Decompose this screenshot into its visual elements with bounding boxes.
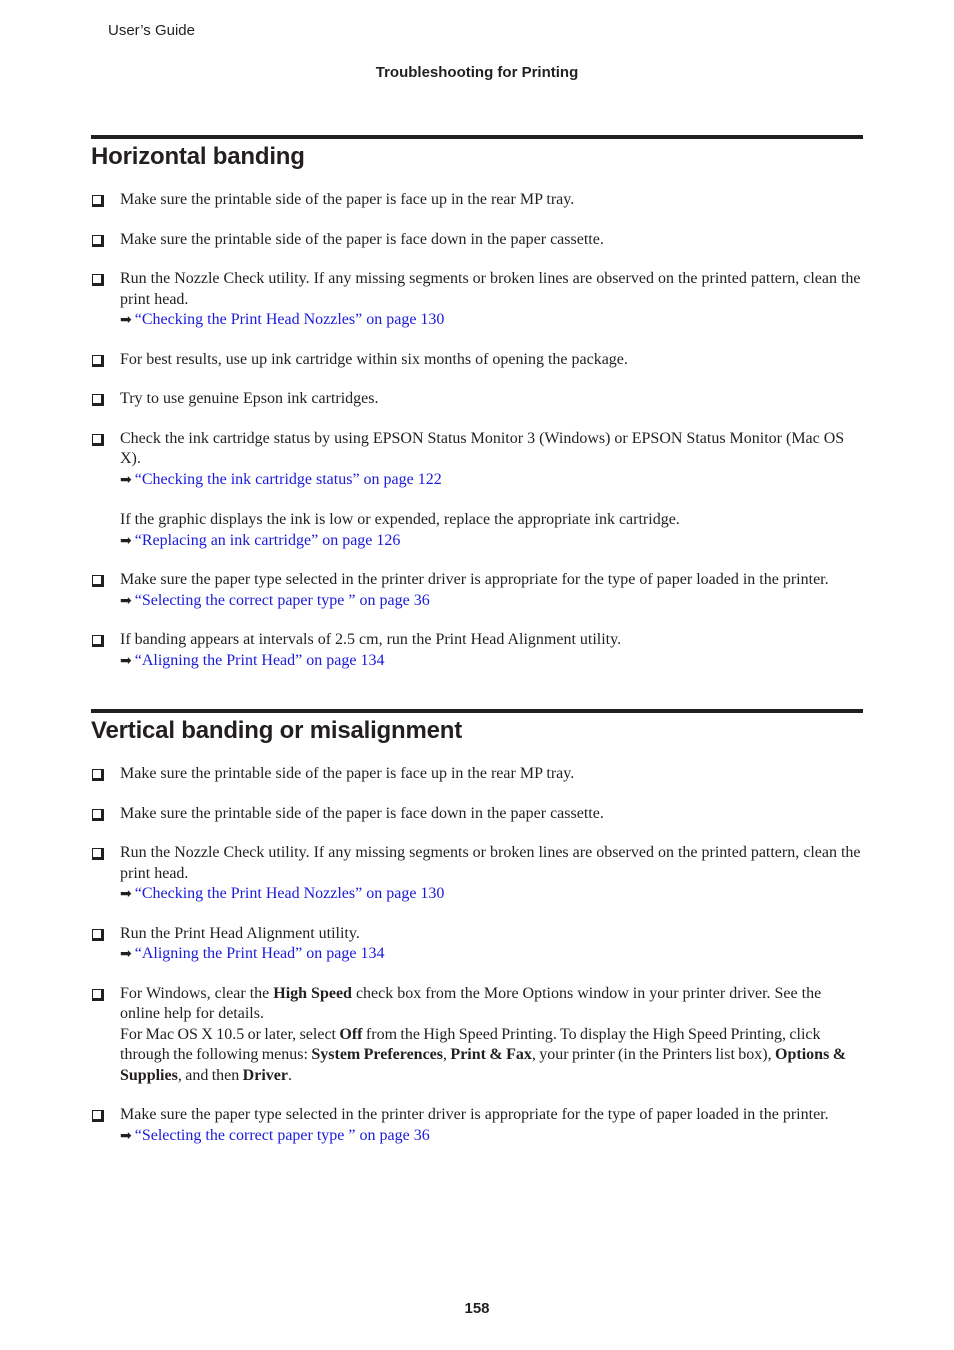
item-text: For best results, use up ink cartridge within six months of opening the package. bbox=[120, 350, 628, 368]
item-text: Run the Nozzle Check utility. If any missing segments or broken lines are observed on the printed pattern, clean the print head. bbox=[120, 844, 861, 882]
item-text bbox=[120, 984, 863, 1025]
ui-term: Print & Fax bbox=[450, 1046, 532, 1063]
text-run: . bbox=[287, 1066, 292, 1084]
item-text: Run the Nozzle Check utility. If any missing segments or broken lines are observed on the printed pattern, clean the print head. bbox=[120, 270, 861, 308]
checkbox-bullet-icon bbox=[92, 434, 104, 446]
text-run: from the High Speed Printing. To display the High Speed Printing, click through the following menus: bbox=[120, 1025, 821, 1063]
section-vertical-banding bbox=[91, 709, 863, 746]
right-arrow-icon: ➡ bbox=[120, 532, 132, 549]
item-text: Make sure the printable side of the paper is face down in the paper cassette. bbox=[120, 804, 604, 822]
checkbox-bullet-icon bbox=[92, 274, 104, 286]
ui-term: Options & Supplies bbox=[120, 1046, 847, 1084]
text-run: , and then bbox=[177, 1066, 243, 1084]
right-arrow-icon: ➡ bbox=[120, 471, 132, 488]
item-text: If the graphic displays the ink is low or expended, replace the appropriate ink cartridge. bbox=[120, 511, 680, 528]
chapter-title: Troubleshooting for Printing bbox=[375, 64, 579, 81]
list-item bbox=[91, 429, 863, 552]
item-text bbox=[120, 1025, 863, 1087]
list-item bbox=[91, 984, 863, 1087]
item-text: Make sure the printable side of the paper is face up in the rear MP tray. bbox=[120, 765, 575, 782]
section-rule bbox=[91, 135, 863, 139]
ui-term: Off bbox=[339, 1025, 363, 1043]
cross-reference-link[interactable]: “Aligning the Print Head” on page 134 bbox=[134, 945, 385, 962]
list-item bbox=[91, 764, 863, 785]
item-text: If banding appears at intervals of 2.5 cm, run the Print Head Alignment utility. bbox=[120, 631, 622, 648]
item-text: Make sure the printable side of the paper is face down in the paper cassette. bbox=[120, 230, 604, 248]
list-item bbox=[91, 389, 863, 410]
horizontal-banding-list bbox=[91, 190, 863, 690]
checkbox-bullet-icon bbox=[92, 355, 104, 367]
cross-reference-link[interactable]: “Replacing an ink cartridge” on page 126 bbox=[134, 531, 401, 549]
ui-term: System Preferences bbox=[311, 1046, 444, 1063]
checkbox-bullet-icon bbox=[92, 848, 104, 860]
cross-reference-link[interactable]: “Checking the Print Head Nozzles” on page 130 bbox=[134, 885, 445, 902]
cross-reference-link[interactable]: “Selecting the correct paper type ” on page 36 bbox=[134, 1126, 430, 1144]
cross-reference-link[interactable]: “Checking the Print Head Nozzles” on page 130 bbox=[134, 311, 445, 328]
section-title: Horizontal banding bbox=[91, 143, 305, 170]
checkbox-bullet-icon bbox=[92, 235, 104, 247]
right-arrow-icon: ➡ bbox=[120, 1127, 132, 1144]
right-arrow-icon: ➡ bbox=[120, 592, 132, 609]
checkbox-bullet-icon bbox=[92, 769, 104, 781]
section-horizontal-banding bbox=[91, 135, 863, 172]
cross-reference-link[interactable]: “Aligning the Print Head” on page 134 bbox=[134, 651, 385, 669]
text-run: For Windows, clear the bbox=[120, 984, 274, 1002]
right-arrow-icon: ➡ bbox=[120, 946, 132, 962]
checkbox-bullet-icon bbox=[92, 575, 104, 587]
list-item bbox=[91, 269, 863, 331]
checkbox-bullet-icon bbox=[92, 635, 104, 647]
text-run: For Mac OS X 10.5 or later, select bbox=[120, 1025, 340, 1043]
right-arrow-icon: ➡ bbox=[120, 652, 132, 669]
list-item bbox=[91, 350, 863, 371]
item-text: Run the Print Head Alignment utility. bbox=[120, 924, 360, 942]
cross-reference-link[interactable]: “Checking the ink cartridge status” on page 122 bbox=[134, 470, 442, 488]
item-text: Try to use genuine Epson ink cartridges. bbox=[120, 390, 379, 407]
item-text: Make sure the printable side of the paper is face up in the rear MP tray. bbox=[120, 191, 575, 208]
page-number: 158 bbox=[464, 1300, 490, 1317]
vertical-banding-list bbox=[91, 764, 863, 1165]
ui-term: Driver bbox=[242, 1066, 288, 1084]
list-item bbox=[91, 924, 863, 965]
checkbox-bullet-icon bbox=[92, 1110, 104, 1122]
text-run: , your printer (in the Printers list box), bbox=[531, 1046, 776, 1063]
section-rule bbox=[91, 709, 863, 713]
section-title: Vertical banding or misalignment bbox=[91, 717, 463, 744]
list-item bbox=[91, 570, 863, 611]
ui-term: High Speed bbox=[273, 984, 352, 1002]
list-item bbox=[91, 804, 863, 825]
list-item bbox=[91, 1105, 863, 1146]
item-text: Make sure the paper type selected in the printer driver is appropriate for the type of paper loaded in the printer. bbox=[120, 1106, 829, 1123]
checkbox-bullet-icon bbox=[92, 929, 104, 941]
guide-title: User’s Guide bbox=[108, 22, 195, 39]
item-text: Make sure the paper type selected in the printer driver is appropriate for the type of paper loaded in the printer. bbox=[120, 571, 829, 588]
right-arrow-icon: ➡ bbox=[120, 312, 132, 328]
right-arrow-icon: ➡ bbox=[120, 886, 132, 902]
checkbox-bullet-icon bbox=[92, 195, 104, 207]
list-item bbox=[91, 843, 863, 905]
checkbox-bullet-icon bbox=[92, 809, 104, 821]
list-item bbox=[91, 230, 863, 251]
list-item bbox=[91, 190, 863, 211]
item-text: Check the ink cartridge status by using EPSON Status Monitor 3 (Windows) or EPSON Status Monitor (Mac OS X). bbox=[120, 429, 845, 467]
text-run: , bbox=[443, 1046, 451, 1063]
text-run: check box from the More Options window in your printer driver. See the online help for details. bbox=[120, 984, 822, 1022]
cross-reference-link[interactable]: “Selecting the correct paper type ” on page 36 bbox=[134, 591, 430, 609]
checkbox-bullet-icon bbox=[92, 394, 104, 406]
list-item bbox=[91, 630, 863, 671]
checkbox-bullet-icon bbox=[92, 989, 104, 1001]
